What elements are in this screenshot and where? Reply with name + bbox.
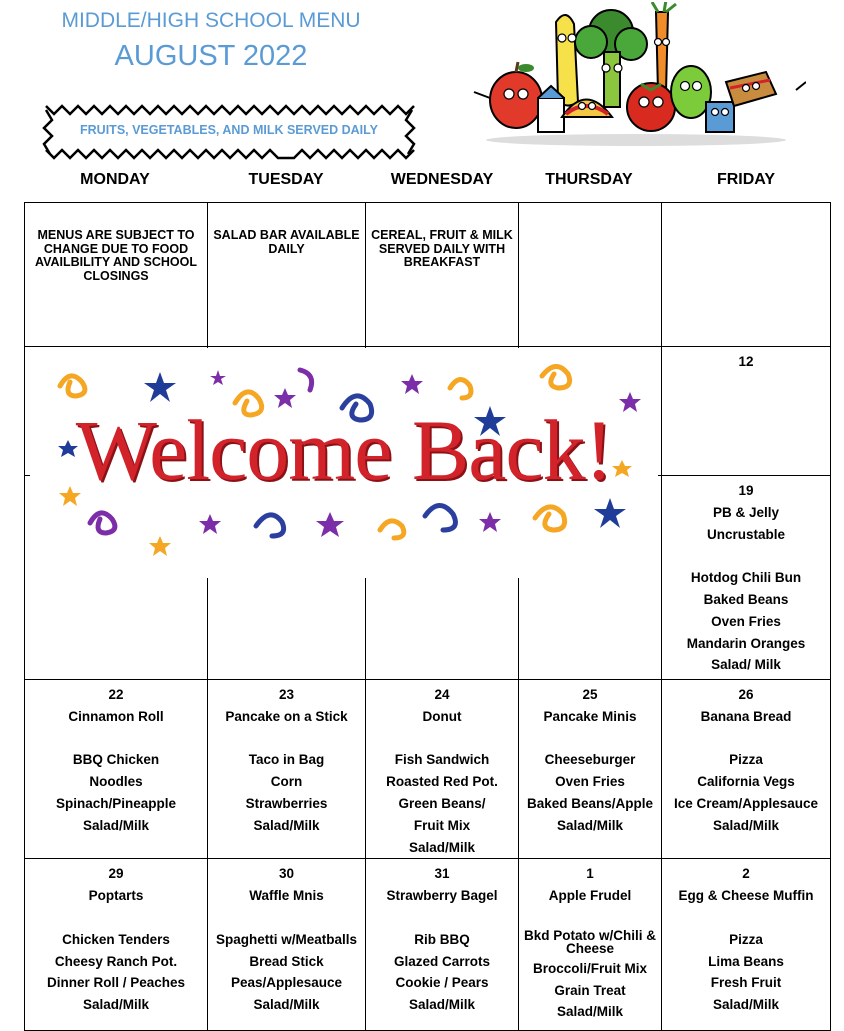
lunch-item: Strawberries [245, 795, 328, 811]
breakfast-item: Egg & Cheese Muffin [678, 888, 814, 904]
day-cell-25 [519, 680, 662, 859]
lunch-item: Oven Fries [555, 774, 625, 790]
welcome-back-banner [30, 348, 658, 578]
date-number: 26 [738, 687, 754, 702]
date-number: 31 [434, 866, 450, 882]
day-header-monday: MONDAY [80, 171, 150, 188]
date-number: 2 [742, 866, 750, 882]
month-title: AUGUST 2022 [114, 40, 308, 72]
note-cell-wednesday [366, 203, 519, 347]
lunch-item: Salad/Milk [82, 997, 150, 1013]
lunch-item: Salad/Milk [82, 817, 150, 833]
day-cell-2 [662, 859, 831, 1031]
day-cell-30 [208, 859, 366, 1031]
note-cell-monday [25, 203, 208, 347]
day-cell-12 [662, 347, 831, 476]
lunch-item: Corn [270, 774, 303, 790]
day-cell-19 [662, 476, 831, 680]
lunch-item: Salad/Milk [712, 817, 780, 833]
daily-serving-banner [40, 104, 418, 160]
date-number: 1 [586, 866, 594, 882]
lunch-item: Bread Stick [249, 953, 324, 969]
lunch-item: Lima Beans [708, 953, 784, 969]
breakfast-item: Waffle Mnis [249, 888, 324, 904]
daily-serving-text: FRUITS, VEGETABLES, AND MILK SERVED DAILY [80, 123, 378, 137]
lunch-item: Grain Treat [554, 982, 626, 998]
lunch-item: Baked Beans/Apple [526, 795, 654, 811]
lunch-item: Salad/Milk [556, 1004, 624, 1020]
lunch-item: Taco in Bag [248, 752, 325, 768]
date-number: 23 [278, 687, 295, 702]
date-number: 30 [278, 866, 295, 882]
lunch-item: Salad/Milk [556, 817, 624, 833]
day-cell-26 [662, 680, 831, 859]
breakfast-item: Uncrustable [706, 526, 786, 542]
lunch-item: Pizza [729, 752, 763, 768]
date-number: 12 [738, 354, 754, 369]
lunch-item: Ice Cream/Applesauce [673, 795, 819, 811]
lunch-item: Salad/Milk [253, 817, 320, 833]
lunch-item: Oven Fries [711, 613, 781, 629]
date-number: 25 [582, 687, 598, 702]
breakfast-item: Poptarts [88, 888, 144, 904]
lunch-item: Fresh Fruit [710, 975, 782, 991]
empty-cell [662, 203, 831, 347]
lunch-item: Pizza [729, 931, 763, 947]
menu-disclaimer: MENUS ARE SUBJECT TO CHANGE DUE TO FOOD AVAILBILITY AND SCHOOL CLOSINGS [34, 228, 198, 283]
food-mascots-illustration [466, 2, 806, 152]
lunch-item: Salad/Milk [408, 839, 476, 855]
lunch-item: Fruit Mix [413, 817, 471, 833]
lunch-item: Fish Sandwich [394, 752, 490, 768]
date-number: 24 [434, 687, 450, 702]
date-number: 29 [108, 866, 124, 882]
lunch-item: Broccoli/Fruit Mix [532, 960, 647, 976]
lunch-item: Hotdog Chili Bun [690, 570, 802, 586]
lunch-item: Glazed Carrots [393, 953, 491, 969]
lunch-item: Peas/Applesauce [230, 975, 343, 991]
lunch-item: Cheeseburger [544, 752, 636, 768]
day-cell-1 [519, 859, 662, 1031]
date-number: 22 [108, 687, 124, 702]
lunch-item: Green Beans/ [398, 795, 486, 811]
day-cell-24 [366, 680, 519, 859]
day-header-wednesday: WEDNESDAY [390, 171, 494, 188]
lunch-item: Chicken Tenders [62, 931, 170, 947]
salad-bar-note: SALAD BAR AVAILABLE DAILY [213, 228, 360, 256]
day-header-thursday: THURSDAY [545, 171, 633, 188]
note-cell-tuesday [208, 203, 366, 347]
breakfast-item: Cinnamon Roll [68, 708, 164, 724]
welcome-back-text: Welcome Back! [75, 402, 613, 498]
lunch-item: Salad/ Milk [711, 657, 781, 673]
lunch-item: Spinach/Pineapple [55, 795, 177, 811]
breakfast-note: CEREAL, FRUIT & MILK SERVED DAILY WITH BREAKFAST [371, 228, 513, 269]
lunch-item: Mandarin Oranges [686, 635, 806, 651]
day-cell-29 [25, 859, 208, 1031]
empty-cell [519, 203, 662, 347]
breakfast-item: Pancake on a Stick [225, 708, 348, 724]
lunch-item: Salad/Milk [712, 997, 780, 1013]
menu-calendar [24, 202, 831, 1031]
lunch-item: BBQ Chicken [72, 752, 160, 768]
lunch-item: Noodles [89, 774, 143, 790]
lunch-item: Dinner Roll / Peaches [46, 975, 186, 991]
lunch-item: Rib BBQ [414, 931, 470, 947]
date-number: 19 [738, 483, 754, 498]
lunch-item: Cheesy Ranch Pot. [54, 953, 178, 969]
day-header-friday: FRIDAY [716, 171, 776, 188]
day-cell-31 [366, 859, 519, 1031]
breakfast-item: Strawberry Bagel [386, 888, 498, 904]
breakfast-item: Pancake Minis [543, 708, 637, 724]
lunch-item: Salad/Milk [408, 997, 476, 1013]
lunch-item: Cookie / Pears [395, 975, 489, 991]
lunch-item: Bkd Potato w/Chili & Cheese [523, 927, 656, 956]
day-cell-22 [25, 680, 208, 859]
lunch-item: Roasted Red Pot. [386, 774, 498, 790]
breakfast-item: Apple Frudel [548, 888, 632, 904]
day-cell-23 [208, 680, 366, 859]
breakfast-item: PB & Jelly [712, 504, 780, 520]
breakfast-item: Banana Bread [700, 708, 792, 724]
lunch-item: California Vegs [697, 774, 795, 790]
day-header-tuesday: TUESDAY [248, 171, 324, 188]
lunch-item: Baked Beans [703, 591, 789, 607]
breakfast-item: Donut [422, 708, 462, 724]
lunch-item: Salad/Milk [253, 997, 320, 1013]
menu-title: MIDDLE/HIGH SCHOOL MENU [61, 9, 361, 32]
lunch-item: Spaghetti w/Meatballs [215, 931, 358, 947]
